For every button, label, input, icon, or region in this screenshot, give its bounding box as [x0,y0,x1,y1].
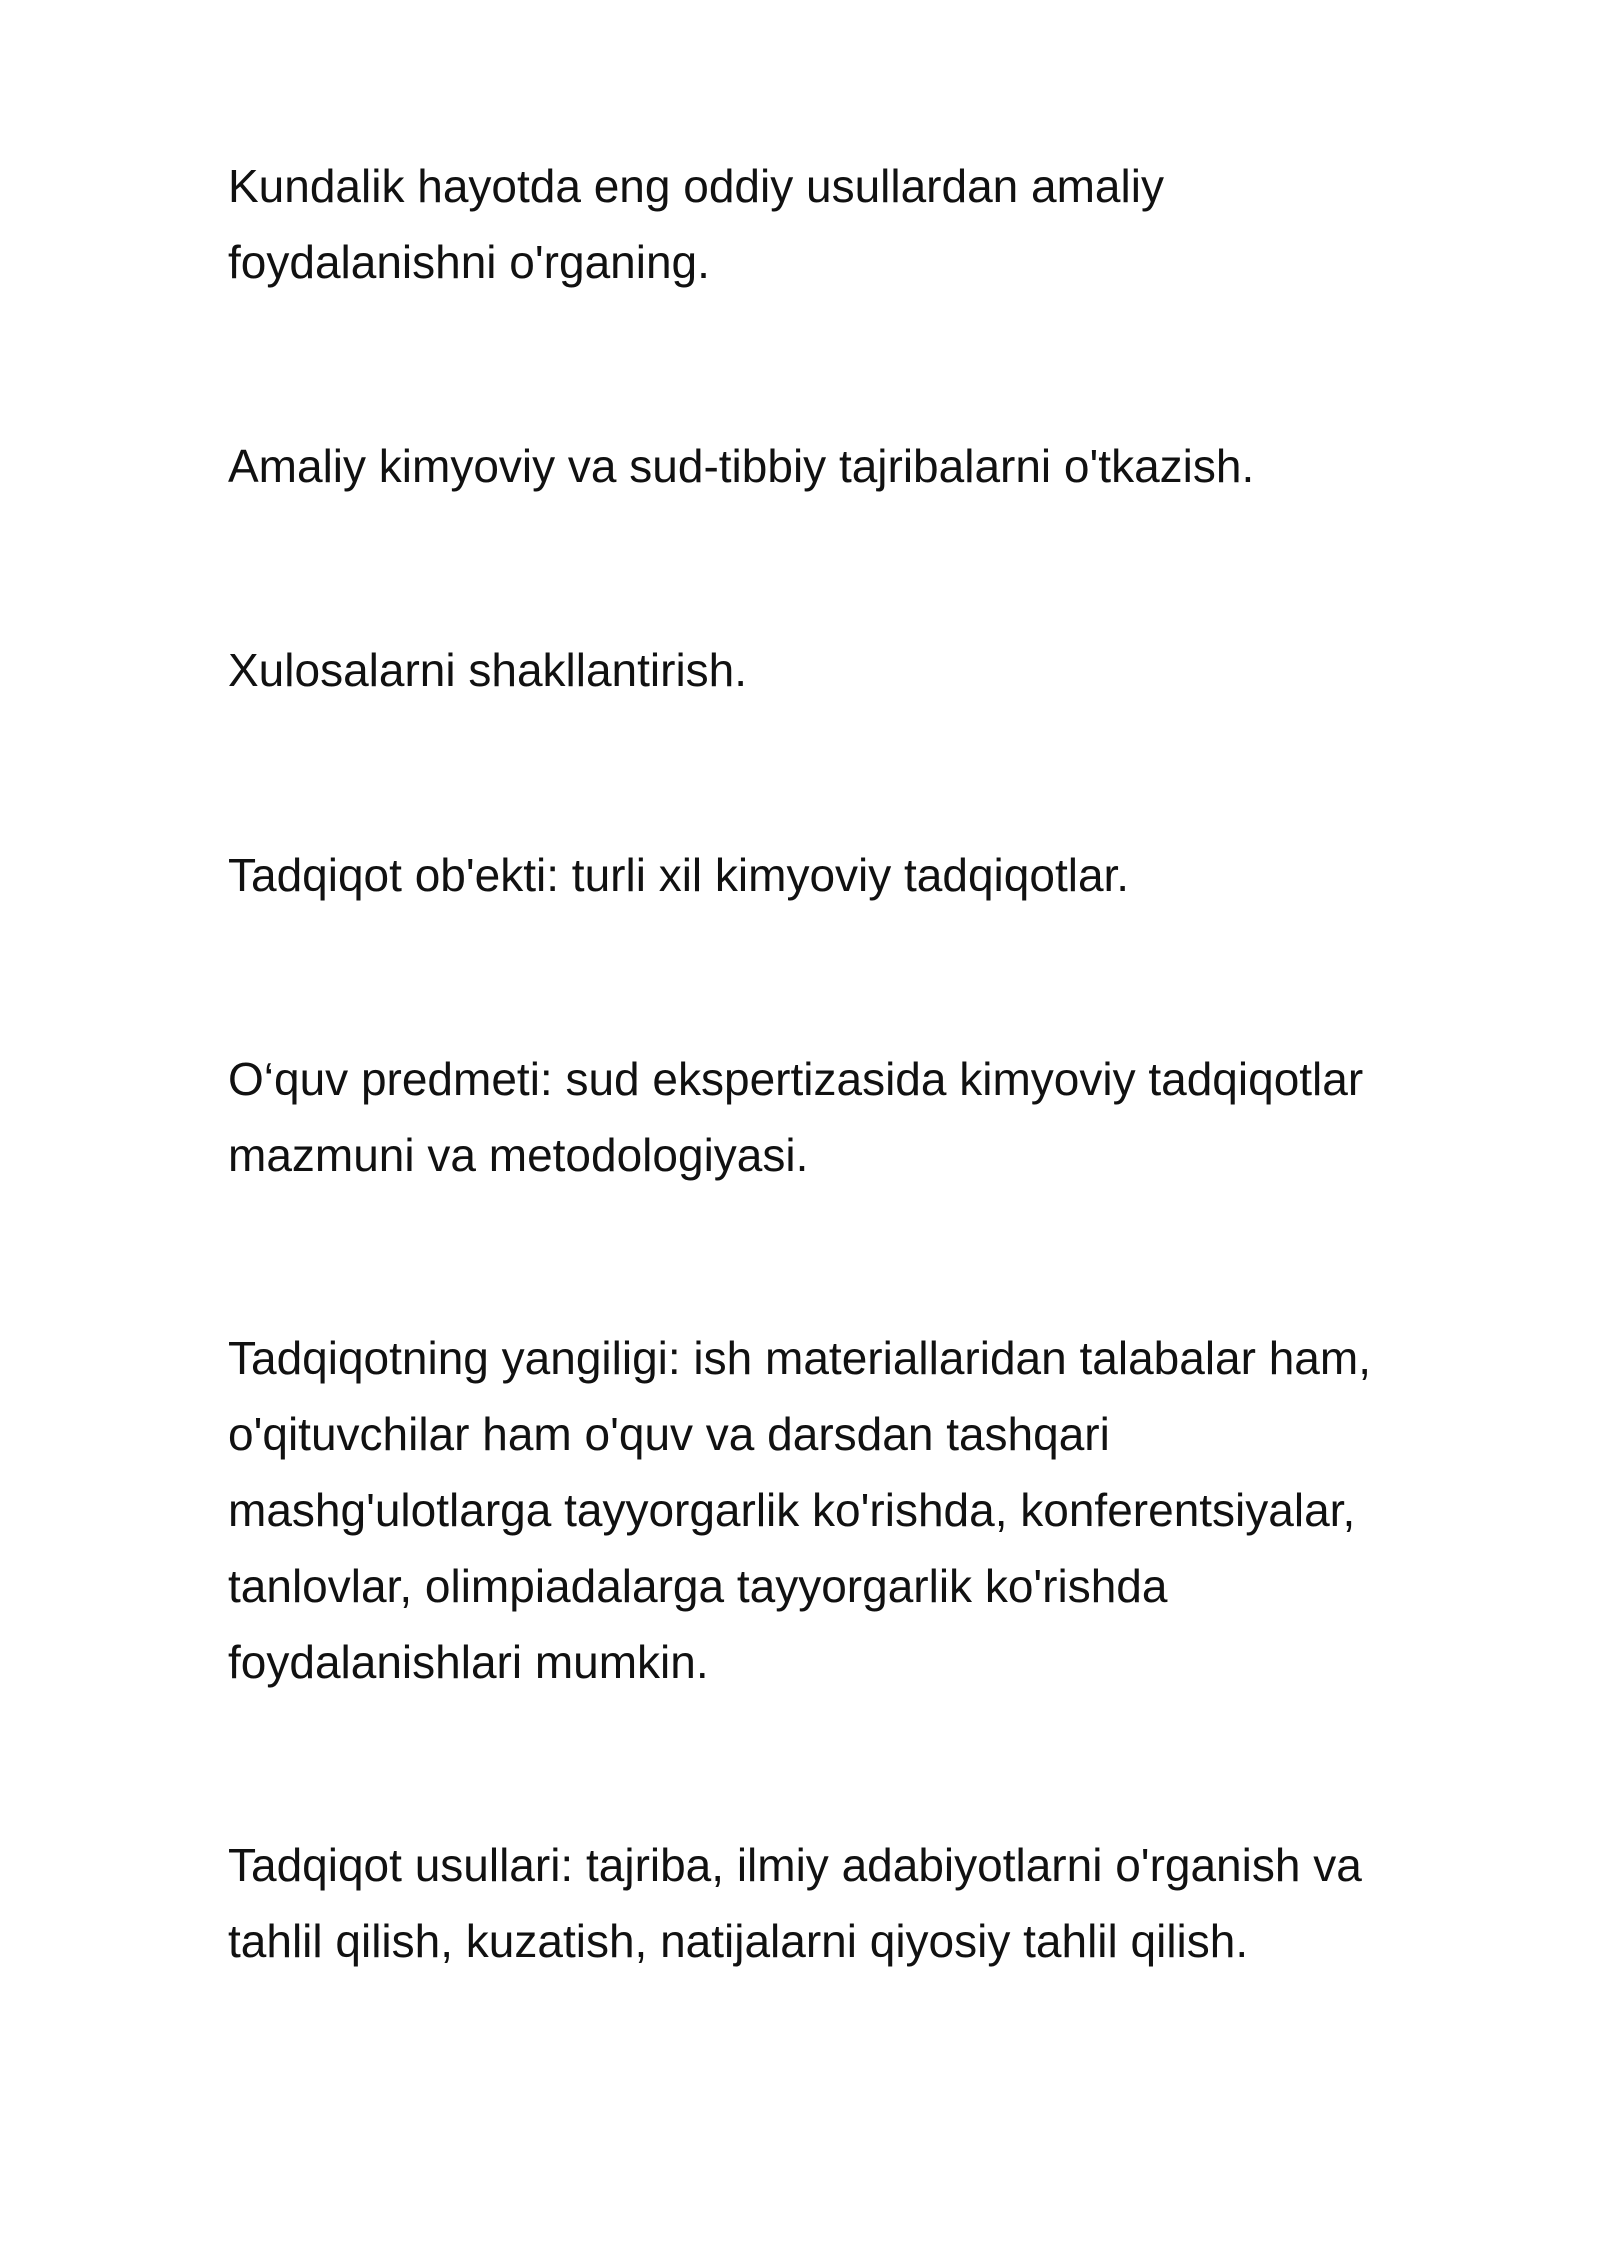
paragraph-methods [228,1827,1528,1979]
text-line: mashg'ulotlarga tayyorgarlik ko'rishda, konferentsiyalar, [228,1484,1356,1536]
paragraph-novelty [228,1320,1528,1700]
text-line: tanlovlar, olimpiadalarga tayyorgarlik ko'rishda [228,1560,1168,1612]
paragraph-subject [228,1041,1528,1193]
paragraph-experiments [228,428,1528,504]
paragraph-practical-use [228,148,1528,300]
text-line: Kundalik hayotda eng oddiy usullardan amaliy [228,160,1164,212]
text-line: o'qituvchilar ham o'quv va darsdan tashqari [228,1408,1110,1460]
text-line: Tadqiqotning yangiligi: ish materiallaridan talabalar ham, [228,1332,1371,1384]
text-line: mazmuni va metodologiyasi. [228,1129,809,1181]
text-line: foydalanishni o'rganing. [228,236,710,288]
text-line: O‘quv predmeti: sud ekspertizasida kimyoviy tadqiqotlar [228,1053,1364,1105]
text-line: Tadqiqot usullari: tajriba, ilmiy adabiyotlarni o'rganish va [228,1839,1362,1891]
text-line: Tadqiqot ob'ekti: turli xil kimyoviy tadqiqotlar. [228,849,1130,901]
text-line: tahlil qilish, kuzatish, natijalarni qiyosiy tahlil qilish. [228,1915,1249,1967]
paragraph-conclusions [228,632,1528,708]
text-line: Xulosalarni shakllantirish. [228,644,748,696]
paragraph-research-object [228,837,1528,913]
text-line: foydalanishlari mumkin. [228,1636,709,1688]
text-line: Amaliy kimyoviy va sud-tibbiy tajribalarni o'tkazish. [228,440,1255,492]
